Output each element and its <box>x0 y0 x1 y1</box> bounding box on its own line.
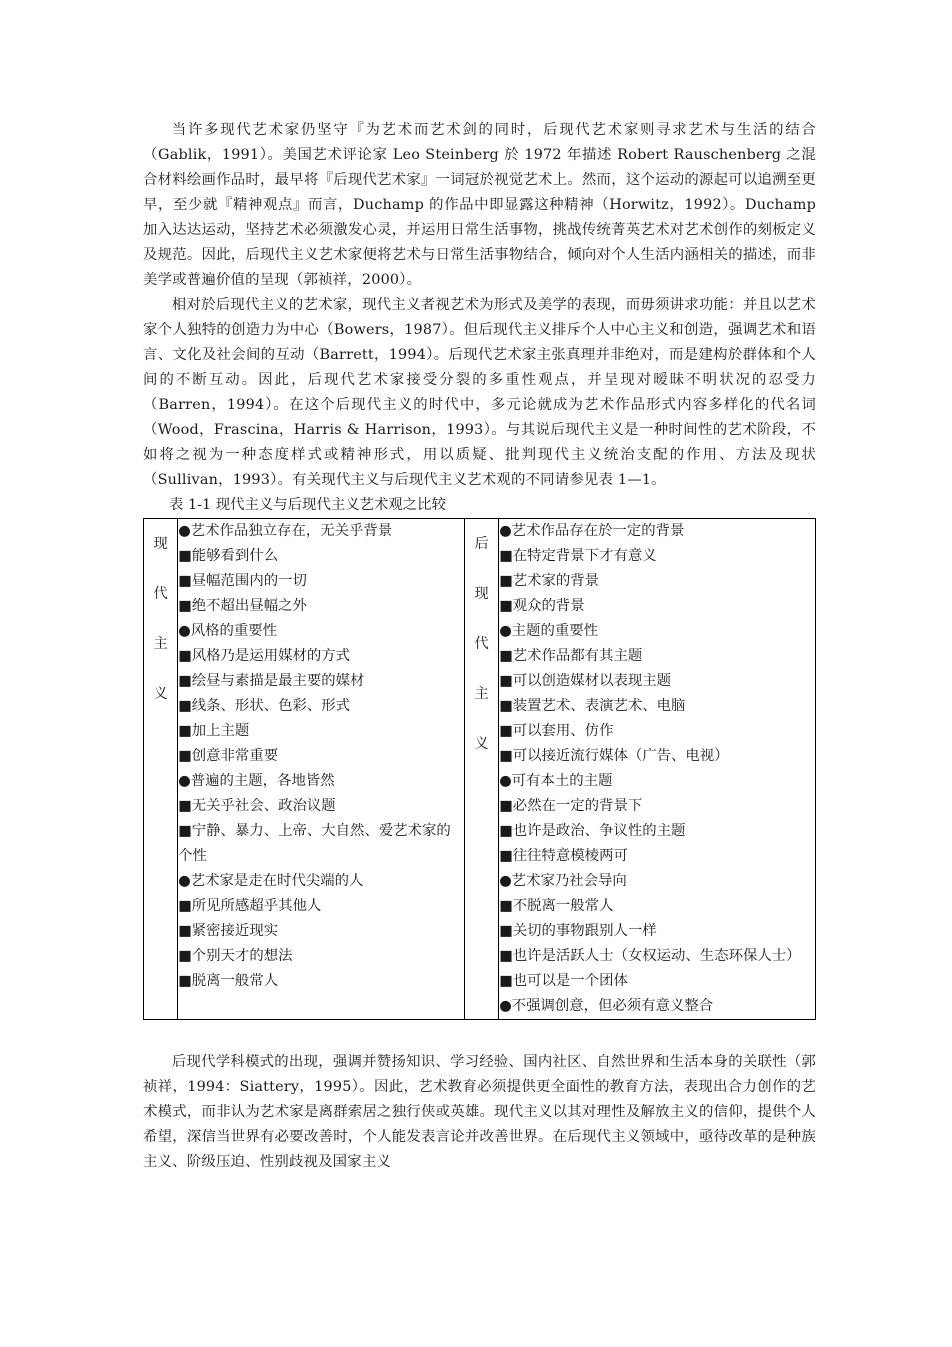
comparison-table <box>143 518 816 1020</box>
list-item: ■绝不超出昼幅之外 <box>178 598 307 614</box>
list-item: ■无关乎社会、政治议题 <box>178 798 336 814</box>
list-item: ■绘昼与素描是最主要的媒材 <box>178 673 365 689</box>
postmodern-label-cell <box>464 519 498 1020</box>
modern-label-char: 主 <box>153 636 168 652</box>
list-item: ●不强调创意，但必须有意义整合 <box>499 998 714 1014</box>
list-item: ■线条、形状、色彩、形式 <box>178 698 351 714</box>
list-item: ●艺术家乃社会导向 <box>499 873 627 889</box>
list-item: ■脱离一般常人 <box>178 973 279 989</box>
list-item: ●普遍的主题，各地皆然 <box>178 773 335 789</box>
list-item: ■风格乃是运用媒材的方式 <box>178 648 351 664</box>
list-item: ●艺术作品存在於一定的背景 <box>499 523 685 539</box>
modern-label-char: 义 <box>153 686 168 702</box>
list-item: ■装置艺术、表演艺术、电脑 <box>499 698 686 714</box>
list-item: ●主题的重要性 <box>499 623 599 639</box>
list-item: ■必然在一定的背景下 <box>499 798 643 814</box>
list-item: ■不脱离一般常人 <box>499 898 614 914</box>
paragraph-2: 相对於后现代主义的艺术家，现代主义者视艺术为形式及美学的表现，而毋须讲求功能：并且以艺术家个人独特的创造力为中心（Bowers，1987）。但后现代主义排斥个人中心主义和创造，强调艺术和语言、文化及社会间的互动（Barrett，1994）。后现代艺术家主张真理并非绝对，而是建构於群体和个人间的不断互动。因此，后现代艺术家接受分裂的多重性观点，并呈现对暧昧不明状况的忍受力（Barren，1994）。在这个后现代主义的时代中，多元论就成为艺术作品形式内容多样化的代名词（Wood，Frascina，Harris & Harrison，1993）。与其说后现代主义是一种时间性的艺术阶段，不如将之视为一种态度样式或精神形式，用以质疑、批判现代主义统治支配的作用、方法及现状（Sullivan，1993）。有关现代主义与后现代主义艺术观的不同请参见表 1—1。 <box>143 297 816 488</box>
paragraph-1: 当许多现代艺术家仍坚守『为艺术而艺术剑的同时，后现代艺术家则寻求艺术与生活的结合（Gablik，1991）。美国艺术评论家 Leo Steinberg 於 1972 年描述 Robert Rauschenberg 之混合材料绘画作品时，最早将『后现代艺术家』一词冠於视觉艺术上。然而，这个运动的源起可以追溯至更早，至少就『精神观点』而言，Duchamp 的作品中即显露这种精神（Horwitz，1992）。Duchamp 加入达达运动，坚持艺术必须激发心灵，并运用日常生活事物，挑战传统菁英艺术对艺术创作的刻板定义及规范。因此，后现代主义艺术家便将艺术与日常生活事物结合，倾向对个人生活内涵相关的描述，而非美学或普遍价值的呈现（郭祯祥，2000）。 <box>143 122 816 288</box>
list-item: ●艺术作品独立存在，无关乎背景 <box>178 523 393 539</box>
list-item: ●艺术家是走在时代尖端的人 <box>178 873 364 889</box>
list-item: ■能够看到什么 <box>178 548 279 564</box>
modern-label-cell <box>144 519 178 1020</box>
list-item: ●可有本土的主题 <box>499 773 613 789</box>
modern-label-char: 代 <box>153 586 168 602</box>
list-item: ■观众的背景 <box>499 598 585 614</box>
list-item: ■往往特意模棱两可 <box>499 848 628 864</box>
paragraph-3: 后现代学科模式的出现，强调并赞扬知识、学习经验、国内社区、自然世界和生活本身的关联性（郭祯祥，1994：Siattery，1995）。因此，艺术教育必须提供更全面性的教育方法，表现出合力创作的艺术模式，而非认为艺术家是离群索居之独行侠或英雄。现代主义以其对理性及解放主义的信仰，提供个人希望，深信当世界有必要改善时，个人能发表言论并改善世界。在后现代主义领域中，亟待改革的是种族主义、阶级压迫、性别歧视及国家主义 <box>143 1054 816 1170</box>
list-item: ■所见所感超乎其他人 <box>178 898 322 914</box>
list-item: ■可以套用、仿作 <box>499 723 614 739</box>
list-item: ●风格的重要性 <box>178 623 278 639</box>
list-item: ■也许是政治、争议性的主题 <box>499 823 686 839</box>
postmodern-label-char: 义 <box>474 736 489 752</box>
postmodern-label-char: 后 <box>474 536 489 552</box>
list-item: ■艺术作品都有其主题 <box>499 648 643 664</box>
postmodern-items-cell <box>499 519 816 1020</box>
list-item: ■创意非常重要 <box>178 748 279 764</box>
list-item: ■紧密接近现实 <box>178 923 279 939</box>
list-item: ■艺术家的背景 <box>499 573 600 589</box>
postmodern-label-char: 代 <box>474 636 489 652</box>
modern-items-cell <box>178 519 465 1020</box>
list-item: ■昼幅范围内的一切 <box>178 573 307 589</box>
list-item: ■宁静、暴力、上帝、大自然、爱艺术家的个性 <box>178 823 451 864</box>
modern-label-char: 现 <box>153 536 168 552</box>
list-item: ■在特定背景下才有意义 <box>499 548 657 564</box>
table-caption: 表 1-1 现代主义与后现代主义艺术观之比较 <box>169 497 446 513</box>
list-item: ■加上主题 <box>178 723 250 739</box>
list-item: ■也可以是一个团体 <box>499 973 628 989</box>
list-item: ■可以接近流行媒体（广告、电视） <box>499 748 729 764</box>
list-item: ■个别天才的想法 <box>178 948 293 964</box>
postmodern-label-char: 主 <box>474 686 489 702</box>
postmodern-label-char: 现 <box>474 586 489 602</box>
document-page <box>143 118 816 1175</box>
list-item: ■也许是活跃人士（女权运动、生态环保人士） <box>499 948 801 964</box>
list-item: ■关切的事物跟别人一样 <box>499 923 657 939</box>
list-item: ■可以创造媒材以表现主题 <box>499 673 672 689</box>
